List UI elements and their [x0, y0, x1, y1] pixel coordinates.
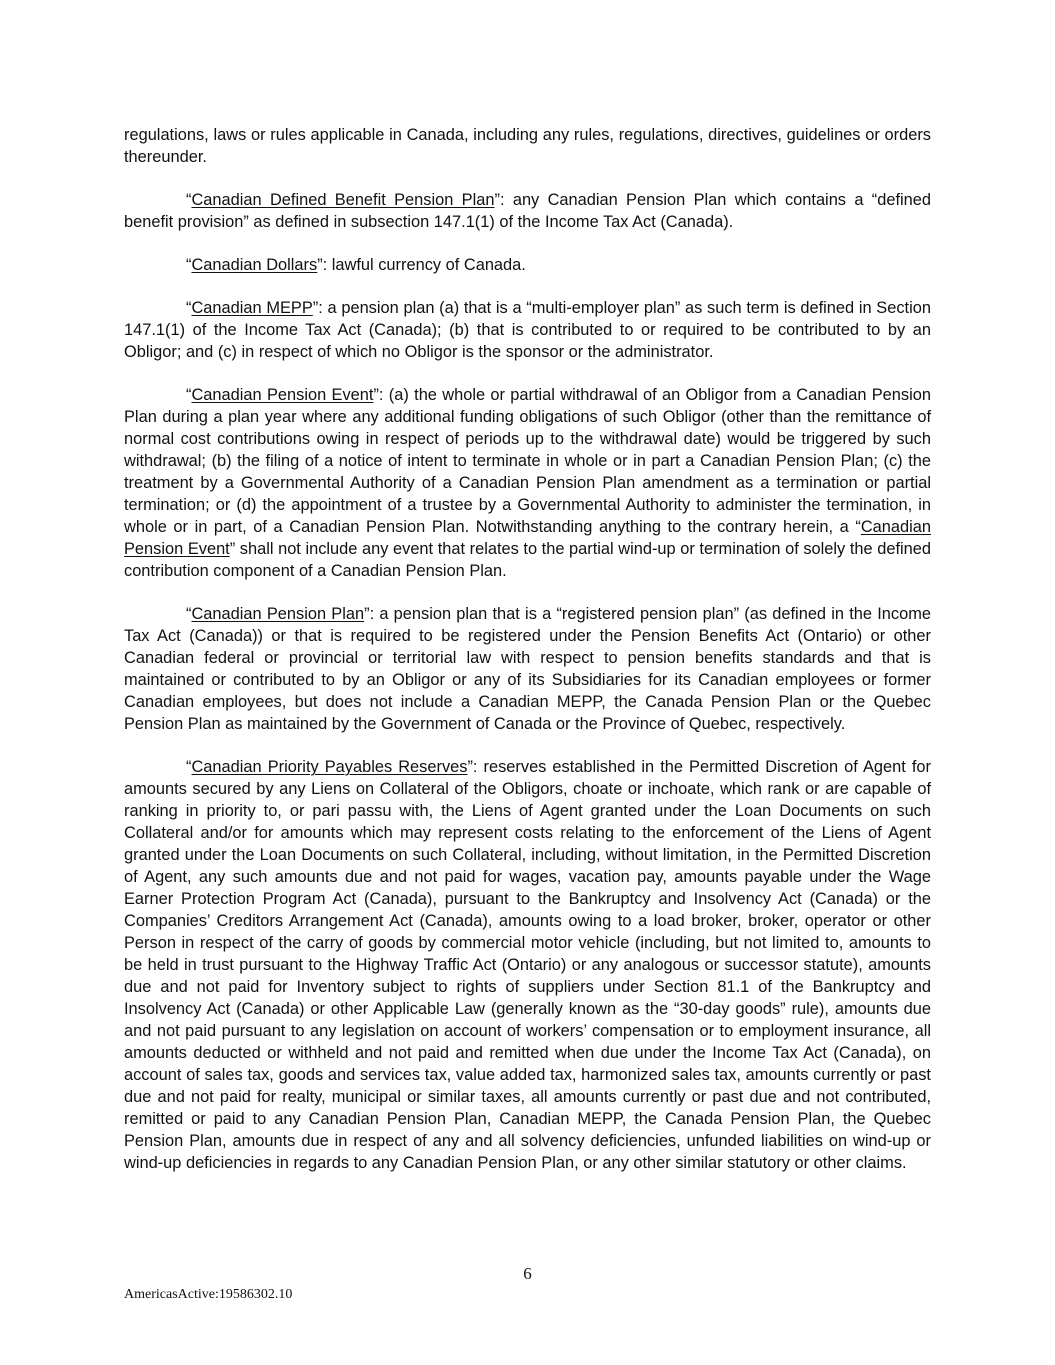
document-body [124, 124, 931, 1195]
defined-term: Canadian Pension Plan [191, 605, 365, 623]
definition-text: : any Canadian Pension Plan which contains a “defined benefit provision” as defined in subsection 147.1(1) of the Income Tax Act (Canada). [124, 191, 931, 231]
definition-text: : lawful currency of Canada. [322, 256, 526, 274]
paragraph-text: regulations, laws or rules applicable in Canada, including any rules, regulations, directives, guidelines or orders thereunder. [124, 126, 931, 166]
definition-text: : a pension plan (a) that is a “multi-employer plan” as such term is defined in Section 147.1(1) of the Income Tax Act (Canada); (b) that is contributed to or required to be contributed to by an Obligor; and (c) in respect of which no Obligor is the sponsor or the administrator. [124, 299, 931, 361]
close-quote: ” [364, 605, 370, 623]
close-quote: ” [317, 256, 323, 274]
definition-canadian-defined-benefit-pension-plan [124, 189, 931, 233]
open-quote: “ [186, 605, 192, 623]
document-id-footer: AmericasActive:19586302.10 [124, 1287, 293, 1302]
open-quote: “ [186, 191, 192, 209]
paragraph-continuation [124, 124, 931, 168]
definition-canadian-dollars [124, 254, 931, 276]
close-quote: ” [312, 299, 319, 317]
close-quote: ” [373, 386, 379, 404]
inner-defined-term: Canadian Pension Event [124, 518, 931, 558]
definition-canadian-priority-payables-reserves [124, 756, 931, 1174]
open-quote: “ [186, 758, 192, 776]
definition-canadian-mepp [124, 297, 931, 363]
open-quote: “ [186, 386, 192, 404]
definition-text: : a pension plan that is a “registered pension plan” (as defined in the Income Tax Act (Canada)) or that is required to be registered under the Pension Benefits Act (Ontario) or other Canadian federal or provincial or territorial law with respect to pension benefits standards and that is maintained or contributed to by an Obligor or any of its Subsidiaries for its Canadian employees or former Canadian employees, but does not include a Canadian MEPP, the Canada Pension Plan or the Quebec Pension Plan as maintained by the Government of Canada or the Province of Quebec, respectively. [124, 605, 931, 733]
close-quote: ” [467, 758, 473, 776]
defined-term: Canadian Defined Benefit Pension Plan [191, 191, 495, 209]
defined-term: Canadian Pension Event [191, 386, 374, 404]
definition-text: : reserves established in the Permitted Discretion of Agent for amounts secured by any Liens on Collateral of the Obligors, choate or inchoate, which rank or are capable of ranking in priority to, or pari passu with, the Liens of Agent granted under the Loan Documents on such Collateral and/or for amounts which may represent costs relating to the enforcement of the Liens of Agent granted under the Loan Documents on such Collateral, including, without limitation, in the Permitted Discretion of Agent, any such amounts due and not paid for wages, vacation pay, amounts payable under the Wage Earner Protection Program Act (Canada), pursuant to the Bankruptcy and Insolvency Act (Canada) or the Companies’ Creditors Arrangement Act (Canada), amounts owing to a load broker, broker, operator or other Person in respect of the carry of goods by commercial motor vehicle (including, but not limited to, amounts to be held in trust pursuant to the Highway Traffic Act (Ontario) or any analogous or successor statute), amounts due and not paid for Inventory subject to rights of suppliers under Section 81.1 of the Bankruptcy and Insolvency Act (Canada) or other Applicable Law (generally known as the “30-day goods” rule), amounts due and not paid pursuant to any legislation on account of workers’ compensation or to employment insurance, all amounts deducted or withheld and not paid and remitted when due under the Income Tax Act (Canada), on account of sales tax, goods and services tax, value added tax, harmonized sales tax, amounts currently or past due and not paid for realty, municipal or similar taxes, all amounts currently or past due and not contributed, remitted or paid to any Canadian Pension Plan, Canadian MEPP, the Canada Pension Plan, the Quebec Pension Plan, amounts due in respect of any and all solvency deficiencies, unfunded liabilities on wind-up or wind-up deficiencies in regards to any Canadian Pension Plan, or any other similar statutory or other claims. [124, 758, 931, 1172]
open-quote: “ [186, 256, 192, 274]
open-quote: “ [186, 299, 192, 317]
defined-term: Canadian MEPP [191, 299, 313, 317]
defined-term: Canadian Dollars [191, 256, 318, 274]
page-number: 6 [523, 1264, 532, 1283]
definition-text: : (a) the whole or partial withdrawal of an Obligor from a Canadian Pension Plan during a plan year where any additional funding obligations of such Obligor (other than the remittance of normal cost contributions owing in respect of periods up to the withdrawal date) would be triggered by such withdrawal; (b) the filing of a notice of intent to terminate in whole or in part a Canadian Pension Plan; (c) the treatment by a Governmental Authority of a Canadian Pension Plan amendment as a termination or partial termination; or (d) the appointment of a trustee by a Governmental Authority to administer the termination, in whole or in part, of a Canadian Pension Plan. Notwithstanding anything to the contrary herein, a “ [124, 386, 931, 536]
defined-term: Canadian Priority Payables Reserves [191, 758, 468, 776]
definition-canadian-pension-event [124, 384, 931, 582]
definition-canadian-pension-plan [124, 603, 931, 735]
definition-tail: ” shall not include any event that relates to the partial wind-up or termination of solely the defined contribution component of a Canadian Pension Plan. [124, 540, 931, 580]
close-quote: ” [494, 191, 500, 209]
